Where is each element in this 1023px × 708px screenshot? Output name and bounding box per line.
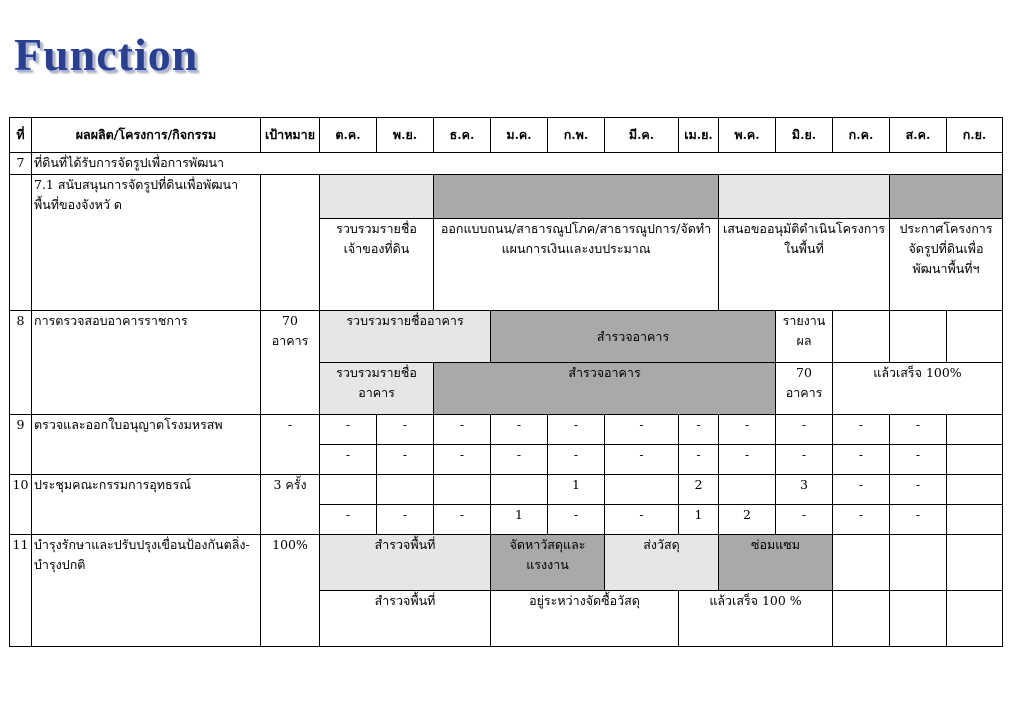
- activity-text: รวบรวมรายชื่อเจ้าของที่ดิน: [320, 219, 434, 311]
- plan-cell: [320, 475, 377, 505]
- row-title: ตรวจและออกใบอนุญาตโรงมหรสพ: [32, 415, 261, 475]
- plan-bar: [434, 175, 719, 219]
- plan-bar: ซ่อมแซม: [719, 535, 833, 591]
- header-month: ต.ค.: [320, 118, 377, 153]
- actual-cell: -: [776, 445, 833, 475]
- plan-cell: -: [890, 475, 947, 505]
- actual-text: แล้วเสร็จ 100%: [833, 363, 1003, 415]
- header-month: เม.ย.: [679, 118, 719, 153]
- table-row: [10, 311, 1003, 363]
- actual-cell: -: [491, 445, 548, 475]
- plan-cell: -: [377, 415, 434, 445]
- plan-cell: -: [320, 415, 377, 445]
- actual-cell: -: [719, 445, 776, 475]
- plan-bar: รวบรวมรายชื่ออาคาร: [320, 311, 491, 363]
- plan-bar: [890, 175, 1003, 219]
- actual-cell: [947, 505, 1003, 535]
- plan-text: รายงานผล: [776, 311, 833, 363]
- plan-cell: -: [890, 415, 947, 445]
- actual-bar: สำรวจอาคาร: [434, 363, 776, 415]
- plan-cell: -: [605, 415, 679, 445]
- plan-cell: 3: [776, 475, 833, 505]
- table-row: [10, 475, 1003, 505]
- actual-cell: 2: [719, 505, 776, 535]
- table-row: [10, 535, 1003, 591]
- actual-cell: 1: [491, 505, 548, 535]
- plan-bar: จัดหาวัสดุและแรงงาน: [491, 535, 605, 591]
- actual-cell: -: [605, 445, 679, 475]
- actual-bar: รวบรวมรายชื่ออาคาร: [320, 363, 434, 415]
- row-target: 3 ครั้ง: [261, 475, 320, 535]
- actual-cell: -: [679, 445, 719, 475]
- actual-cell: -: [890, 445, 947, 475]
- plan-cell: -: [719, 415, 776, 445]
- table-row: [10, 175, 1003, 219]
- header-month: ส.ค.: [890, 118, 947, 153]
- actual-cell: -: [833, 445, 890, 475]
- actual-text: สำรวจพื้นที่: [320, 591, 491, 647]
- plan-cell: 2: [679, 475, 719, 505]
- row-number: 8: [10, 311, 32, 415]
- row-number: 7: [10, 153, 32, 175]
- actual-cell: -: [548, 505, 605, 535]
- table-row: [10, 153, 1003, 175]
- actual-cell: -: [890, 505, 947, 535]
- activity-text: เสนอขออนุมัติดำเนินโครงการในพื้นที่: [719, 219, 890, 311]
- row-target: 70 อาคาร: [261, 311, 320, 415]
- header-month: พ.ย.: [377, 118, 434, 153]
- page-title: Function: [14, 29, 199, 80]
- plan-bar: ส่งวัสดุ: [605, 535, 719, 591]
- plan-cell: -: [491, 415, 548, 445]
- header-month: ธ.ค.: [434, 118, 491, 153]
- plan-cell: -: [548, 415, 605, 445]
- header-month: มี.ค.: [605, 118, 679, 153]
- row-title: การตรวจสอบอาคารราชการ: [32, 311, 261, 415]
- actual-cell: -: [776, 505, 833, 535]
- header-no: ที่: [10, 118, 32, 153]
- row-number: 9: [10, 415, 32, 475]
- work-plan-table: [9, 117, 1003, 647]
- actual-cell: -: [548, 445, 605, 475]
- actual-cell: -: [833, 505, 890, 535]
- header-month: ก.ย.: [947, 118, 1003, 153]
- row-title: บำรุงรักษาและปรับปรุงเขื่อนป้องกันตลิ่ง- บำรุงปกติ: [32, 535, 261, 647]
- plan-cell: -: [833, 415, 890, 445]
- header-month: มิ.ย.: [776, 118, 833, 153]
- actual-cell: -: [377, 505, 434, 535]
- plan-cell: 1: [548, 475, 605, 505]
- actual-cell: [947, 445, 1003, 475]
- plan-bar: [719, 175, 890, 219]
- plan-cell: [491, 475, 548, 505]
- header-row: [10, 118, 1003, 153]
- plan-cell: [947, 415, 1003, 445]
- plan-cell: [719, 475, 776, 505]
- actual-cell: 1: [679, 505, 719, 535]
- plan-cell: [947, 475, 1003, 505]
- row-title: ที่ดินที่ได้รับการจัดรูปเพื่อการพัฒนา: [32, 153, 1003, 175]
- actual-text: 70 อาคาร: [776, 363, 833, 415]
- actual-cell: -: [320, 505, 377, 535]
- header-project: ผลผลิต/โครงการ/กิจกรรม: [32, 118, 261, 153]
- row-subtitle: 7.1 สนับสนุนการจัดรูปที่ดินเพื่อพัฒนาพื้นที่ของจังหวั ด: [32, 175, 261, 311]
- plan-cell: -: [833, 475, 890, 505]
- header-month: ก.พ.: [548, 118, 605, 153]
- plan-cell: [377, 475, 434, 505]
- row-number: 11: [10, 535, 32, 647]
- actual-cell: -: [434, 445, 491, 475]
- actual-cell: -: [605, 505, 679, 535]
- table-row: [10, 415, 1003, 445]
- plan-cell: [605, 475, 679, 505]
- row-number: 10: [10, 475, 32, 535]
- activity-text: ประกาศโครงการจัดรูปที่ดินเพื่อพัฒนาพื้นที่ฯ: [890, 219, 1003, 311]
- row-title: ประชุมคณะกรรมการอุทธรณ์: [32, 475, 261, 535]
- header-month: พ.ค.: [719, 118, 776, 153]
- plan-cell: -: [776, 415, 833, 445]
- plan-bar: สำรวจอาคาร: [491, 311, 776, 363]
- actual-cell: -: [320, 445, 377, 475]
- activity-text: ออกแบบถนน/สาธารณูปโภค/สาธารณูปการ/จัดทำแผนการเงินและงบประมาณ: [434, 219, 719, 311]
- actual-text: อยู่ระหว่างจัดซื้อวัสดุ: [491, 591, 679, 647]
- actual-cell: -: [377, 445, 434, 475]
- plan-cell: -: [434, 415, 491, 445]
- plan-bar: [320, 175, 434, 219]
- header-month: ก.ค.: [833, 118, 890, 153]
- plan-bar: สำรวจพื้นที่: [320, 535, 491, 591]
- row-target: 100%: [261, 535, 320, 647]
- actual-text: แล้วเสร็จ 100 %: [679, 591, 833, 647]
- actual-cell: -: [434, 505, 491, 535]
- plan-cell: -: [679, 415, 719, 445]
- row-target: -: [261, 415, 320, 475]
- header-month: ม.ค.: [491, 118, 548, 153]
- header-target: เป้าหมาย: [261, 118, 320, 153]
- plan-cell: [434, 475, 491, 505]
